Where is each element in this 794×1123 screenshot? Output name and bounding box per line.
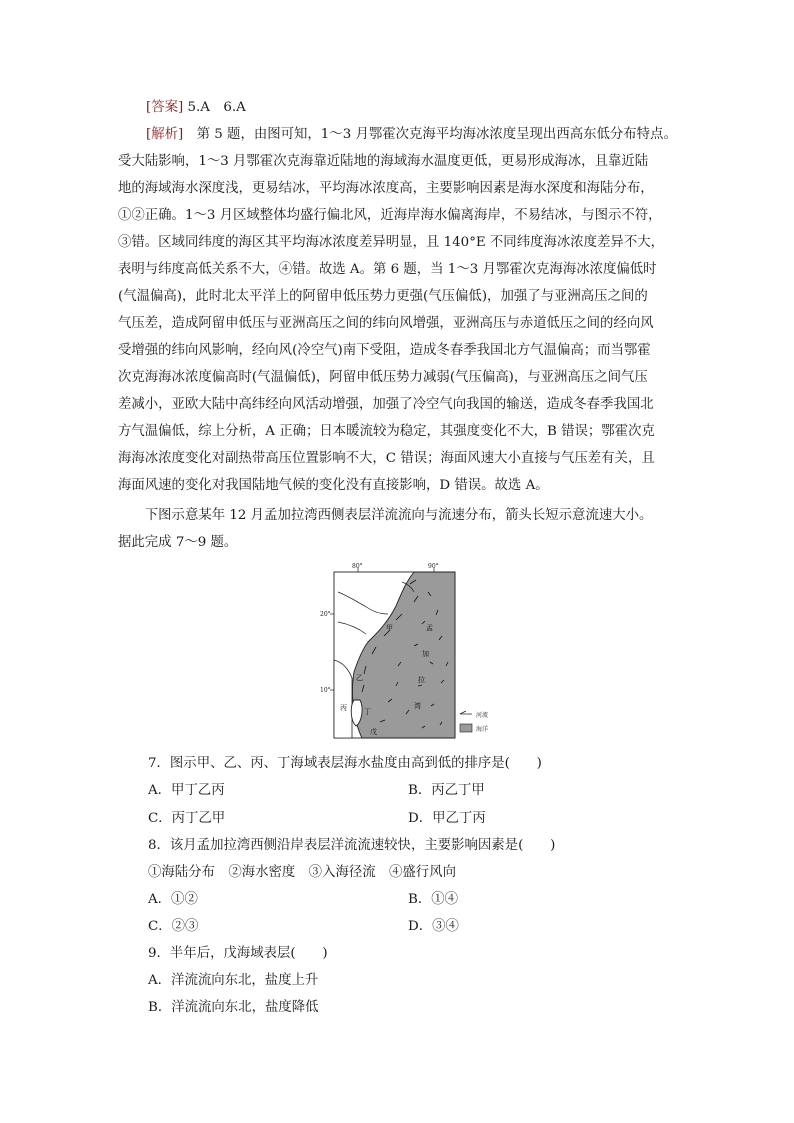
land-west [334,660,352,738]
q8-option-d: D．③④ [408,919,459,934]
lat-label: 10° [320,687,331,694]
answer-tag: [答案] [146,100,184,115]
map-legend [460,711,488,733]
region-label: 丁 [364,708,371,716]
analysis-line: 次克海海冰浓度偏高时(气温偏低)，阿留申低压势力减弱(气压偏高)，与亚洲高压之间气压 [118,370,648,385]
q8-option-a: A．①② [148,892,198,907]
ocean-legend-swatch [460,724,472,732]
analysis-line: 海面风速的变化对我国陆地气候的变化没有直接影响，D 错误。故选 A。 [118,478,549,493]
analysis-paragraph [118,121,678,499]
region-label: 乙 [356,674,363,682]
region-label: 丙 [340,704,347,712]
analysis-line: 差减小，亚欧大陆中高纬经向风活动增强，加强了冷空气向我国的输送，造成冬春季我国北 [118,397,654,412]
intro-line: 据此完成 7～9 题。 [118,535,238,550]
question-8-items: ①海陆分布 ②海水密度 ③入海径流 ④盛行风向 [148,865,456,880]
q7-option-c: C．丙丁乙甲 [148,811,226,826]
bay-label-char: 加 [422,650,429,658]
lon-label: 80° [352,563,363,570]
river-legend-icon [460,711,472,714]
analysis-line: 受增强的纬向风影响，经向风(冷空气)南下受阻，造成冬春季我国北方气温偏高；而当鄂霍 [118,343,651,358]
question-8-stem: 8．该月孟加拉湾西侧沿岸表层洋流流速较快，主要影响因素是( ) [148,838,556,853]
analysis-line: (气温偏高)，此时北太平洋上的阿留申低压势力更强(气压偏低)，加强了与亚洲高压之间的 [118,289,648,304]
analysis-line: 受大陆影响，1～3 月鄂霍次克海靠近陆地的海域海水温度更低，更易形成海冰，且靠近陆 [118,154,649,169]
analysis-tag: [解析] [146,127,184,142]
q7-option-b: B．丙乙丁甲 [408,783,485,798]
analysis-line: 表明与纬度高低关系不大，④错。故选 A。第 6 题，当 1～3 月鄂霍次克海海冰浓度偏低时 [118,262,657,277]
lon-label: 90° [428,563,439,570]
analysis-line: 第 5 题，由图可知，1～3 月鄂霍次克海平均海冰浓度呈现出西高东低分布特点。 [183,127,677,142]
legend-ocean-label: 海洋 [476,726,489,733]
answer-text: 5.A 6.A [183,100,246,115]
region-label: 戊 [370,728,377,736]
bay-label-char: 湾 [414,702,421,710]
analysis-line: 方气温偏低，综上分析，A 正确；日本暖流较为稳定，其强度变化不大，B 错误；鄂霍次克 [118,424,655,439]
question-7-stem: 7．图示甲、乙、丙、丁海域表层海水盐度由高到低的排序是( ) [148,756,542,771]
analysis-line: 地的海域海水深度浅，更易结冰，平均海冰浓度高，主要影响因素是海水深度和海陆分布， [118,181,654,196]
analysis-line: 海海冰浓度变化对副热带高压位置影响不大，C 错误；海面风速大小直接与气压差有关，且 [118,451,655,466]
question-9-stem: 9．半年后，戊海域表层( ) [148,946,328,961]
answer-line [118,94,678,121]
intro-line: 下图示意某年 12 月孟加拉湾西侧表层洋流流向与流速分布，箭头长短示意流速大小。 [118,508,653,523]
region-label: 甲 [386,624,393,632]
q9-option-b: B．洋流流向东北，盐度降低 [148,1000,319,1015]
q7-option-a: A．甲丁乙丙 [148,783,225,798]
analysis-line: 气压差，造成阿留申低压与亚洲高压之间的纬向风增强，亚洲高压与赤道低压之间的经向风 [118,316,654,331]
bay-label-char: 孟 [426,624,433,632]
bay-label-char: 拉 [418,676,425,684]
q8-option-b: B．①④ [408,892,459,907]
question-intro [118,502,678,556]
q7-option-d: D．甲乙丁丙 [408,811,486,826]
q9-option-a: A．洋流流向东北，盐度上升 [148,973,319,988]
bay-of-bengal-current-map [318,562,504,740]
lat-label: 20° [320,611,331,618]
analysis-line: ①②正确。1～3 月区域整体均盛行偏北风，近海岸海水偏离海岸，不易结冰，与图示不符， [118,208,662,223]
q8-option-c: C．②③ [148,919,199,934]
analysis-line: ③错。区域同纬度的海区其平均海冰浓度差异明显，且 140°E 不同纬度海冰浓度差异不大， [118,235,664,250]
legend-river-label: 河流 [476,712,489,719]
